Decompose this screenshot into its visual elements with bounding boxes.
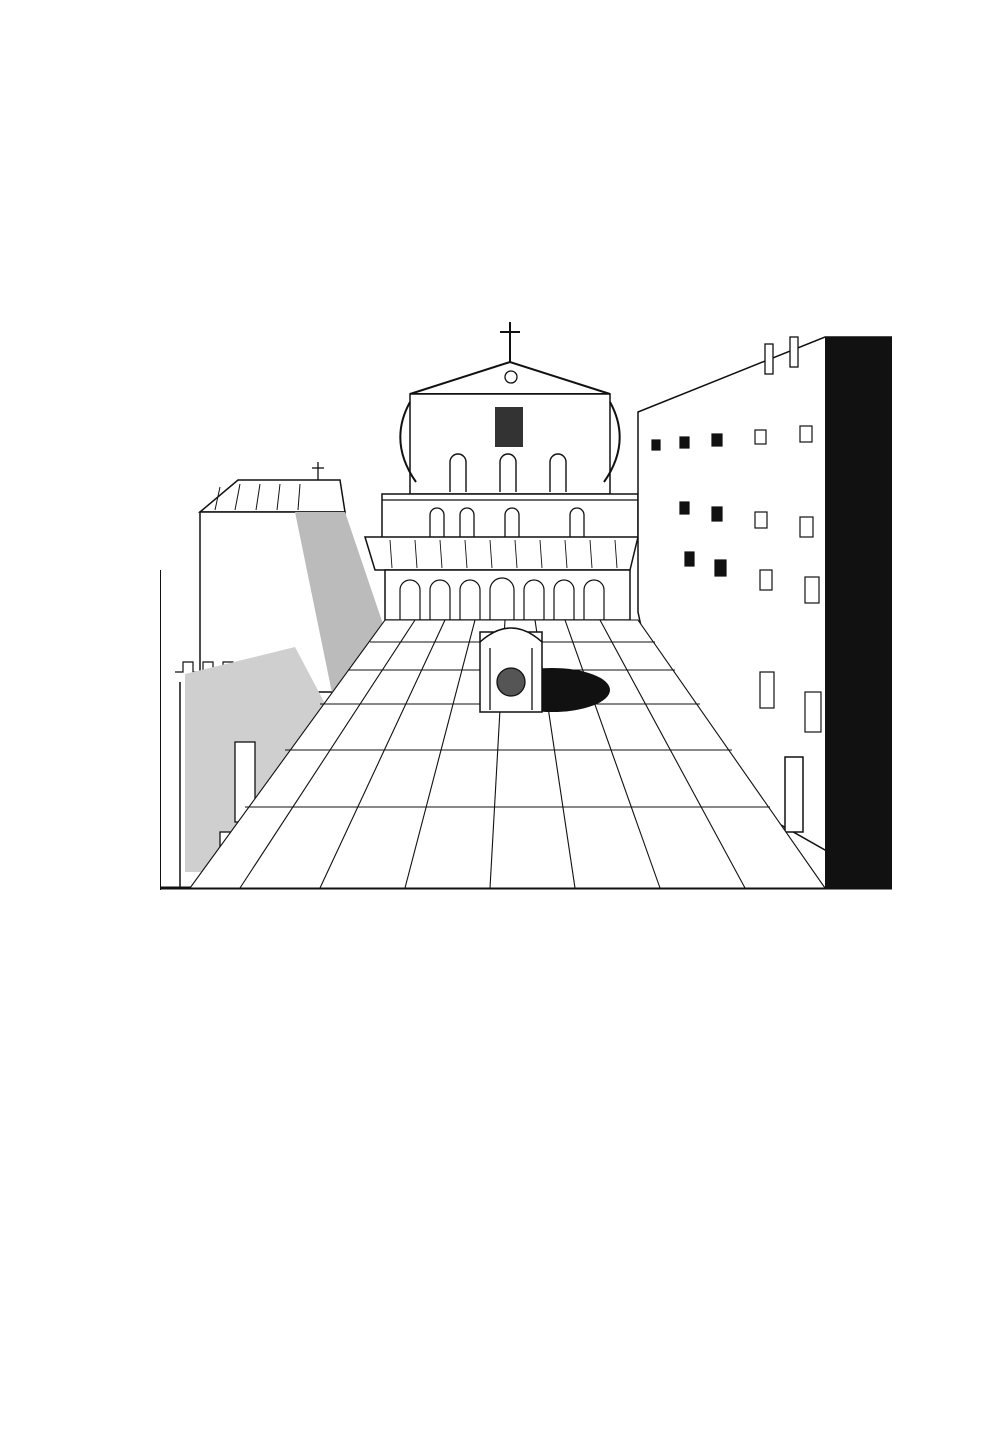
portico: [365, 537, 638, 620]
atrium-engraving: [160, 312, 892, 892]
basilica-facade: [382, 322, 638, 539]
